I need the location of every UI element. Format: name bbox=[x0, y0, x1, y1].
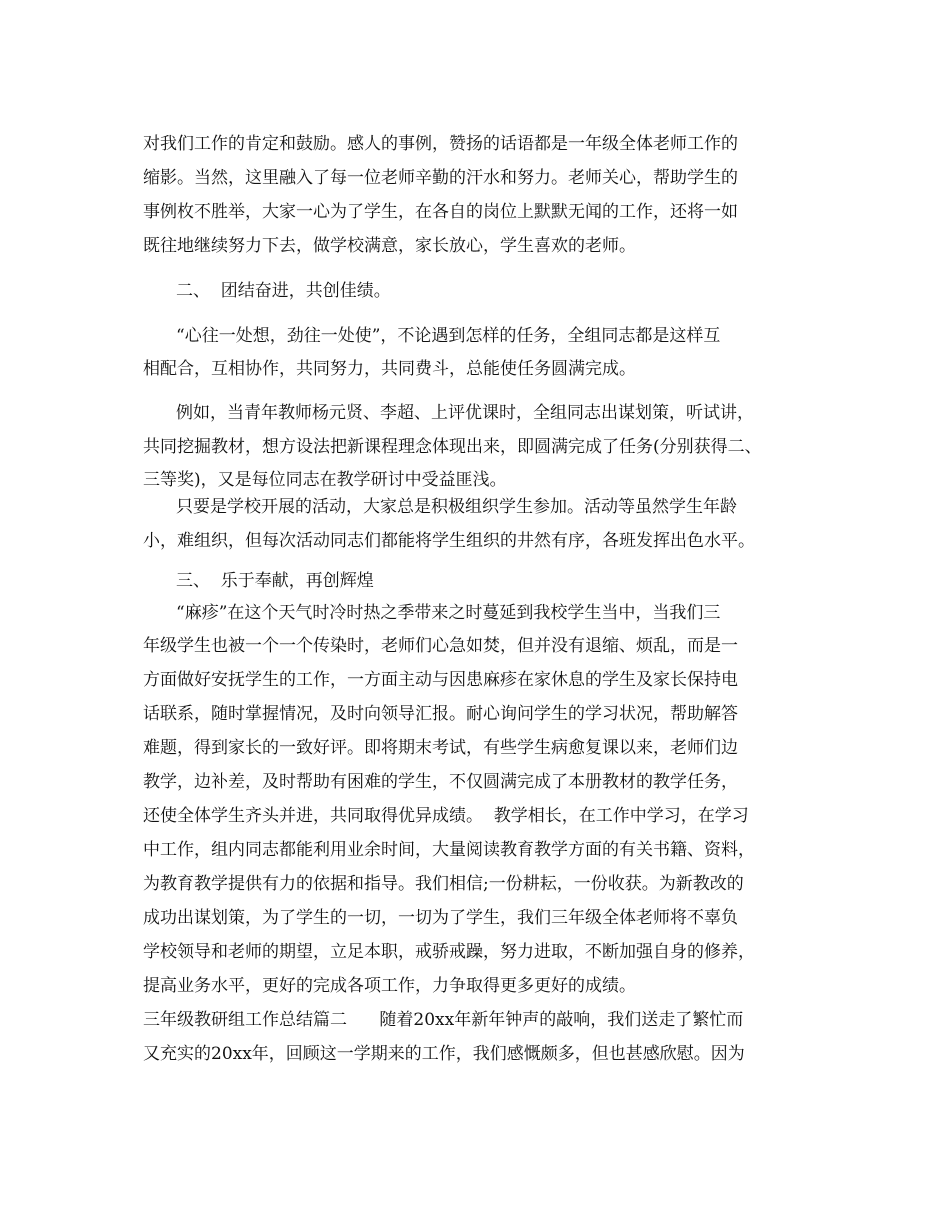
text-line: 提高业务水平，更好的完成各项工作，力争取得更多更好的成绩。 bbox=[143, 976, 636, 996]
text-line: “心往一处想，劲往一处使”，不论遇到怎样的任务，全组同志都是这样互 bbox=[176, 326, 721, 346]
text-line: 相配合，互相协作，共同努力，共同费斗，总能使任务圆满完成。 bbox=[143, 359, 636, 379]
section-heading: 二、 团结奋进，共创佳绩。 bbox=[176, 281, 391, 301]
text-line: 教学，边补差，及时帮助有困难的学生，不仅圆满完成了本册教材的教学任务， bbox=[143, 772, 738, 792]
text-line: 共同挖掘教材，想方设法把新课程理念体现出来，即圆满完成了任务(分别获得二、 bbox=[143, 437, 762, 457]
text-line: 又充实的20xx年，回顾这一学期来的工作，我们感慨颇多，但也甚感欣慰。因为 bbox=[143, 1044, 745, 1064]
text-line: 学校领导和老师的期望，立足本职，戒骄戒躁，努力进取，不断加强自身的修养， bbox=[143, 942, 755, 962]
text-line: 还使全体学生齐头并进，共同取得优异成绩。 教学相长，在工作中学习，在学习 bbox=[143, 806, 749, 826]
text-line: 三等奖)，又是每位同志在教学研讨中受益匪浅。 bbox=[143, 470, 507, 490]
text-line: 例如，当青年教师杨元贤、李超、上评优课时，全组同志出谋划策，听试讲， bbox=[176, 403, 754, 423]
text-line: 话联系，随时掌握情况，及时向领导汇报。耐心询问学生的学习状况，帮助解答 bbox=[143, 704, 738, 724]
text-line: 难题，得到家长的一致好评。即将期末考试，有些学生病愈复课以来，老师们边 bbox=[143, 738, 738, 758]
text-line: 年级学生也被一个一个传染时，老师们心急如焚，但并没有退缩、烦乱，而是一 bbox=[143, 636, 738, 656]
text-line: 三年级教研组工作总结篇二 随着20xx年新年钟声的敲响，我们送走了繁忙而 bbox=[143, 1010, 744, 1030]
text-line: 方面做好安抚学生的工作，一方面主动与因患麻疹在家休息的学生及家长保持电 bbox=[143, 670, 738, 690]
text-line: 对我们工作的肯定和鼓励。感人的事例，赞扬的话语都是一年级全体老师工作的 bbox=[143, 134, 738, 154]
text-line: 成功出谋划策，为了学生的一切，一切为了学生，我们三年级全体老师将不辜负 bbox=[143, 908, 738, 928]
text-line: “麻疹”在这个天气时冷时热之季带来之时蔓延到我校学生当中，当我们三 bbox=[176, 603, 721, 623]
text-line: 为教育教学提供有力的依据和指导。我们相信;一份耕耘，一份收获。为新教改的 bbox=[143, 874, 744, 894]
text-line: 中工作，组内同志都能利用业余时间，大量阅读教育教学方面的有关书籍、资料， bbox=[143, 840, 755, 860]
text-line: 事例枚不胜举，大家一心为了学生，在各自的岗位上默默无闻的工作，还将一如 bbox=[143, 202, 738, 222]
section-heading: 三、 乐于奉献，再创辉煌 bbox=[176, 571, 374, 591]
text-line: 缩影。当然，这里融入了每一位老师辛勤的汗水和努力。老师关心，帮助学生的 bbox=[143, 168, 738, 188]
text-line: 小，难组织，但每次活动同志们都能将学生组织的井然有序，各班发挥出色水平。 bbox=[143, 531, 755, 551]
text-line: 只要是学校开展的活动，大家总是积极组织学生参加。活动等虽然学生年龄 bbox=[176, 497, 737, 517]
text-line: 既往地继续努力下去，做学校满意，家长放心，学生喜欢的老师。 bbox=[143, 236, 636, 256]
